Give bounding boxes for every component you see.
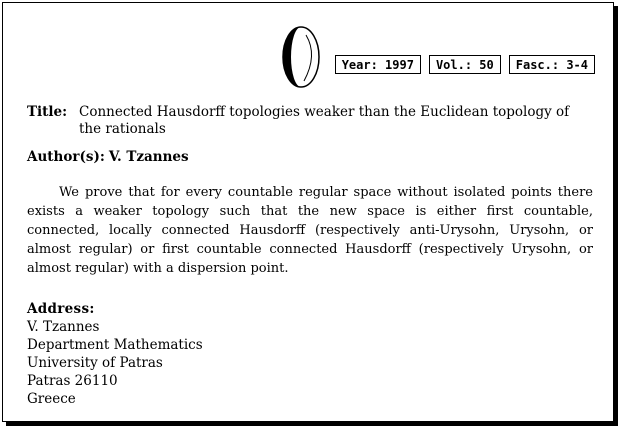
abstract: We prove that for every countable regular space without isolated points there exists a weaker topology such that the new space is either first countable, connected, locally connected Hausdorff (respectively anti-Urysohn, Urysohn, or almost regular) or first countable connected Hausdorff (respectively Urysohn, or almost regular) with a dispersion point. — [27, 185, 593, 276]
author-name: V. Tzannes — [108, 149, 189, 165]
journal-logo — [280, 25, 322, 89]
year-badge: Year: 1997 — [335, 55, 421, 74]
document-page — [2, 2, 614, 422]
author-section — [27, 149, 189, 166]
article-title: Connected Hausdorff topologies weaker than the Euclidean topology of the rationals — [79, 104, 570, 137]
publication-info — [335, 55, 595, 74]
address-line: Patras 26110 — [27, 373, 118, 389]
address-line: University of Patras — [27, 355, 163, 371]
title-section — [27, 104, 593, 138]
author-label: Author(s): — [27, 149, 105, 165]
address-block — [27, 300, 203, 408]
title-label: Title: — [27, 104, 68, 120]
fascicle-badge: Fasc.: 3-4 — [509, 55, 595, 74]
address-line: Department Mathematics — [27, 337, 203, 353]
address-heading: Address: — [27, 301, 95, 317]
address-line: Greece — [27, 391, 76, 407]
address-line: V. Tzannes — [27, 319, 100, 335]
volume-badge: Vol.: 50 — [429, 55, 501, 74]
